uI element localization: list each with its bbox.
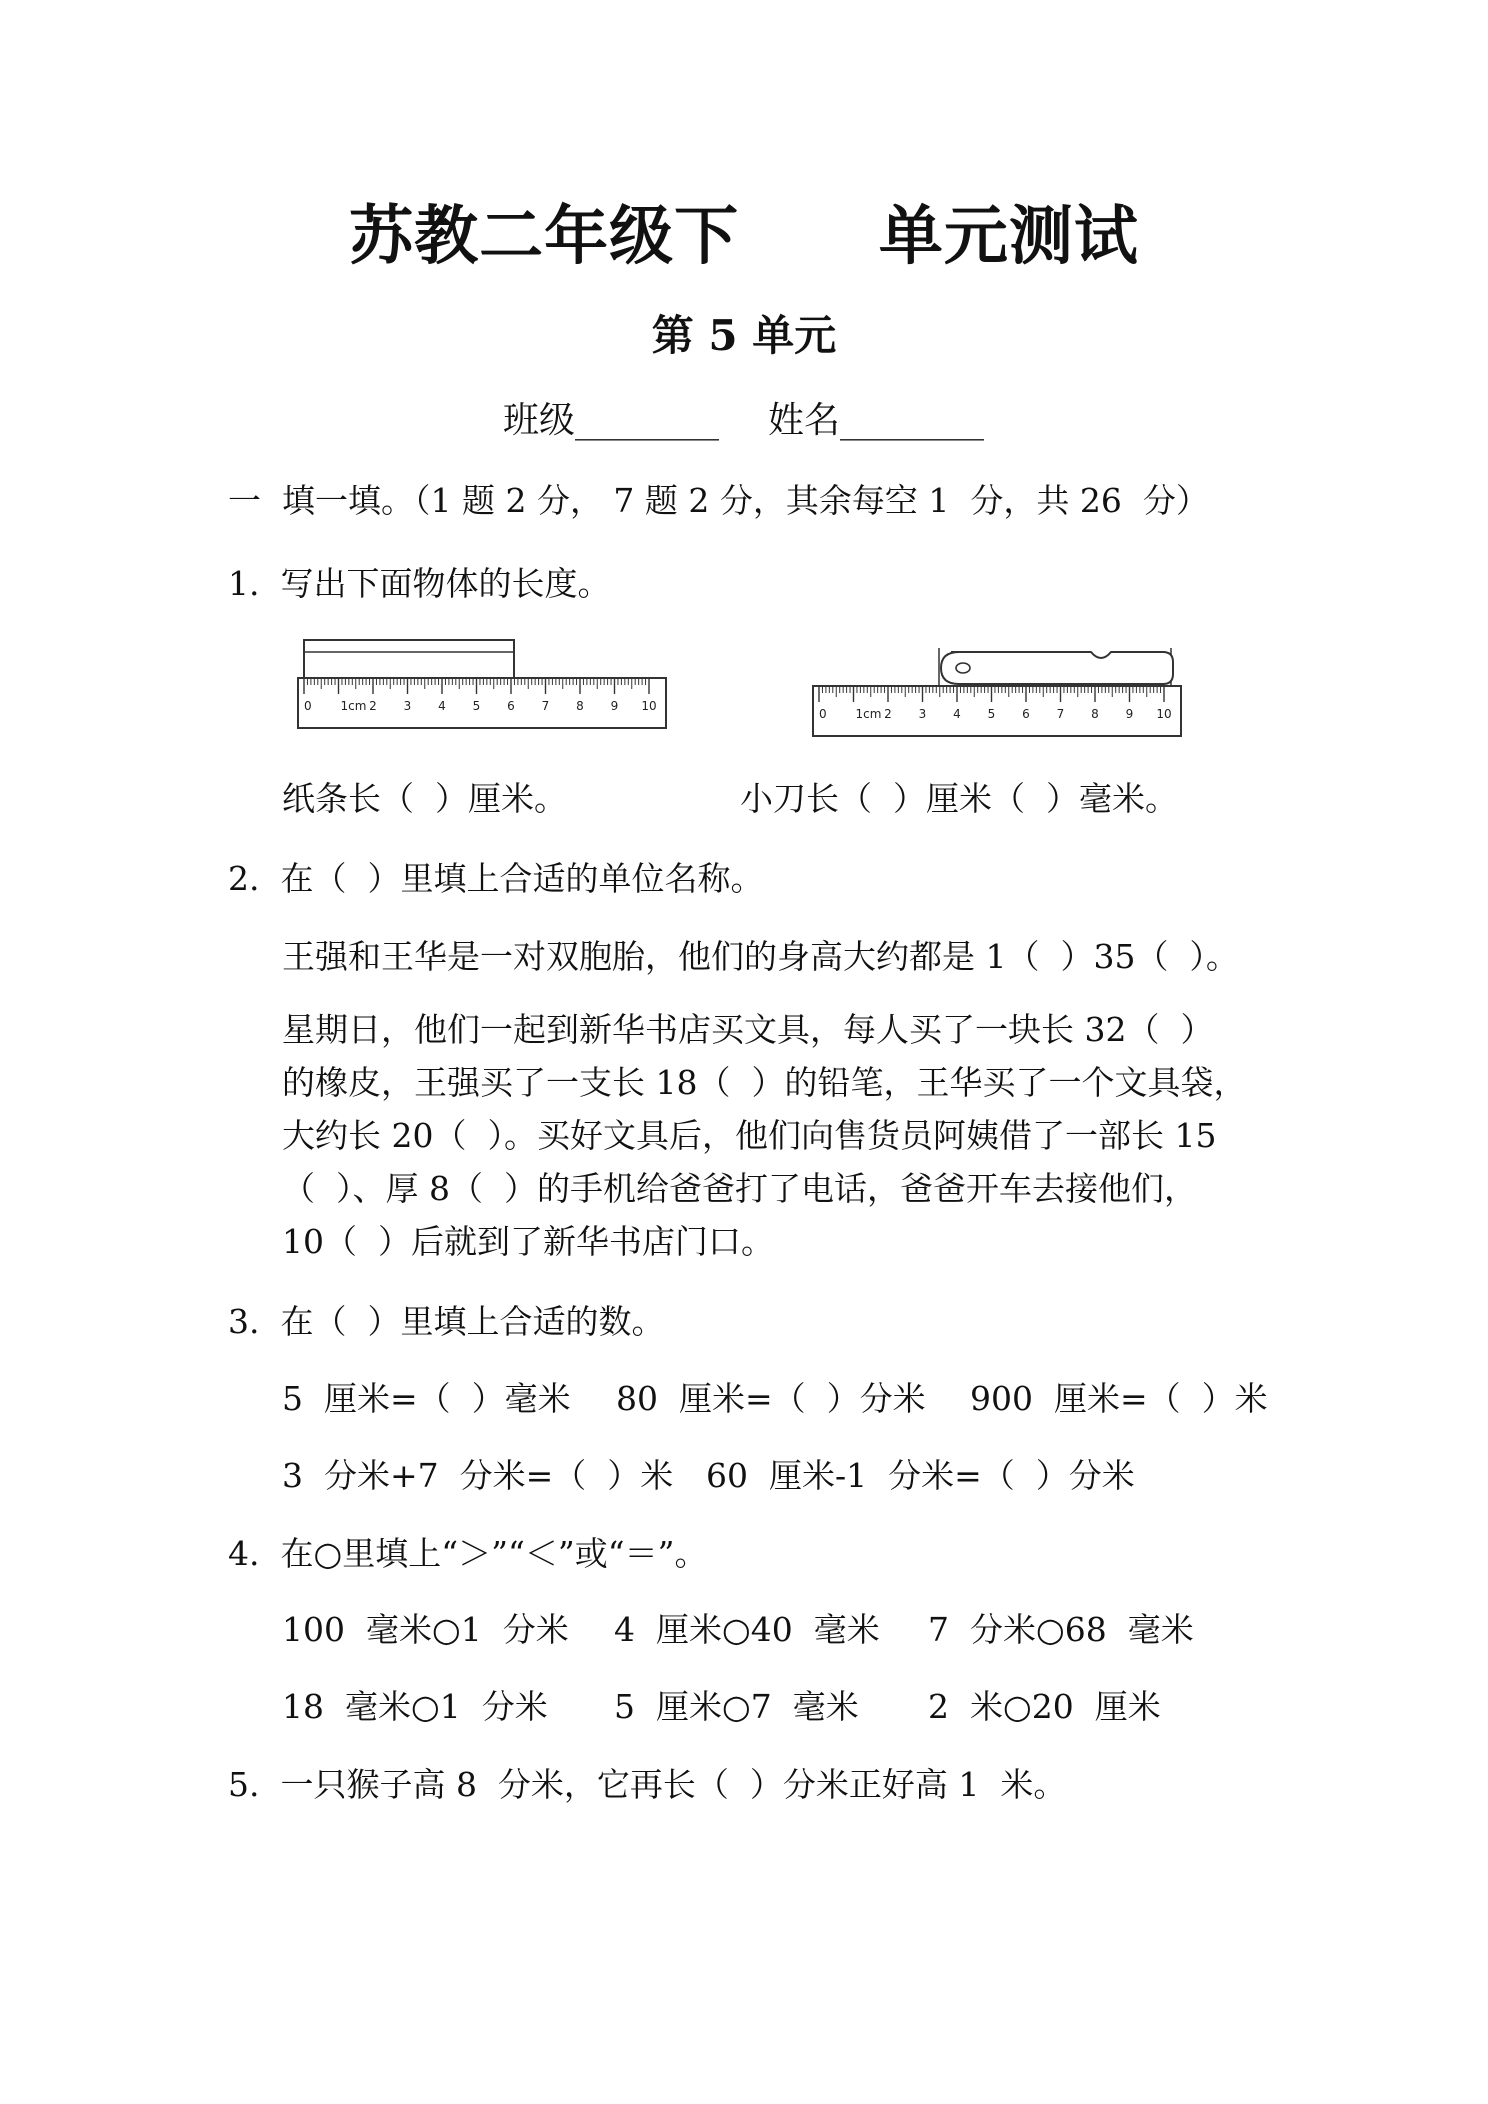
name-field: 姓名________ (768, 400, 985, 441)
ruler-label: 2 (369, 699, 377, 713)
ruler-label: 1cm (340, 699, 367, 713)
question-3-item: 80 厘米=（ ）分米 (616, 1379, 926, 1418)
question-2-para-line: （ ）、厚 8（ ）的手机给爸爸打了电话，爸爸开车去接他们， (282, 1169, 1197, 1208)
ruler-label: 8 (1091, 707, 1099, 721)
ruler-label: 0 (304, 699, 312, 713)
question-2-para-line: 大约长 20（ ）。买好文具后，他们向售货员阿姨借了一部长 15 (282, 1116, 1217, 1155)
ruler-label: 4 (953, 707, 961, 721)
question-3-item: 5 厘米=（ ）毫米 (282, 1379, 571, 1418)
question-4-item: 18 毫米○1 分米 (282, 1687, 548, 1726)
question-2-para-line: 的橡皮，王强买了一支长 18（ ）的铅笔，王华买了一个文具袋， (282, 1063, 1247, 1102)
section-heading: 一 填一填。（1 题 2 分， 7 题 2 分，其余每空 1 分，共 26 分） (228, 481, 1209, 520)
question-4-item: 100 毫米○1 分米 (282, 1610, 569, 1649)
page-title: 苏教二年级下 单元测试 (349, 200, 1139, 274)
ruler-with-paper-strip (296, 638, 668, 734)
ruler-label: 6 (507, 699, 515, 713)
ruler-label: 7 (1056, 707, 1065, 721)
paper-length-answer: 纸条长（ ）厘米。 (282, 779, 567, 818)
knife-length-answer: 小刀长（ ）厘米（ ）毫米。 (740, 779, 1178, 818)
ruler-label: 5 (472, 699, 481, 713)
knife-icon (941, 652, 1173, 684)
question-4-item: 4 厘米○40 毫米 (614, 1610, 880, 1649)
ruler-label: 8 (576, 699, 584, 713)
ruler-label: 3 (403, 699, 412, 713)
question-2-para-line: 星期日，他们一起到新华书店买文具，每人买了一块长 32（ ） (282, 1010, 1214, 1049)
ruler-label: 10 (641, 699, 657, 713)
ruler-with-knife (811, 638, 1183, 742)
ruler-label: 9 (1125, 707, 1134, 721)
question-4-item: 2 米○20 厘米 (928, 1687, 1161, 1726)
ruler-label: 0 (819, 707, 827, 721)
question-2-para-line: 10（ ）后就到了新华书店门口。 (282, 1222, 774, 1261)
unit-title: 第 5 单元 (651, 311, 837, 360)
question-3-item: 900 厘米=（ ）米 (970, 1379, 1268, 1418)
question-3-item: 60 厘米-1 分米=（ ）分米 (706, 1456, 1135, 1495)
ruler-label: 9 (610, 699, 619, 713)
ruler-label: 3 (918, 707, 927, 721)
ruler-label: 5 (987, 707, 996, 721)
question-4-prompt: 4. 在○里填上“＞”“＜”或“＝”。 (228, 1534, 708, 1573)
question-4-item: 7 分米○68 毫米 (928, 1610, 1194, 1649)
question-4-item: 5 厘米○7 毫米 (614, 1687, 859, 1726)
question-2-line1: 王强和王华是一对双胞胎，他们的身高大约都是 1（ ）35（ ）。 (282, 937, 1239, 976)
ruler-label: 10 (1156, 707, 1172, 721)
question-2-prompt: 2. 在（ ）里填上合适的单位名称。 (228, 859, 764, 898)
ruler-label: 7 (541, 699, 550, 713)
ruler-label: 4 (438, 699, 446, 713)
ruler-label: 6 (1022, 707, 1030, 721)
question-3-prompt: 3. 在（ ）里填上合适的数。 (228, 1302, 665, 1341)
ruler-label: 2 (884, 707, 892, 721)
question-3-item: 3 分米+7 分米=（ ）米 (282, 1456, 674, 1495)
question-1-prompt: 1. 写出下面物体的长度。 (228, 564, 611, 603)
ruler-label: 1cm (855, 707, 882, 721)
question-5-prompt: 5. 一只猴子高 8 分米，它再长（ ）分米正好高 1 米。 (228, 1765, 1067, 1804)
class-field: 班级________ (503, 400, 720, 441)
